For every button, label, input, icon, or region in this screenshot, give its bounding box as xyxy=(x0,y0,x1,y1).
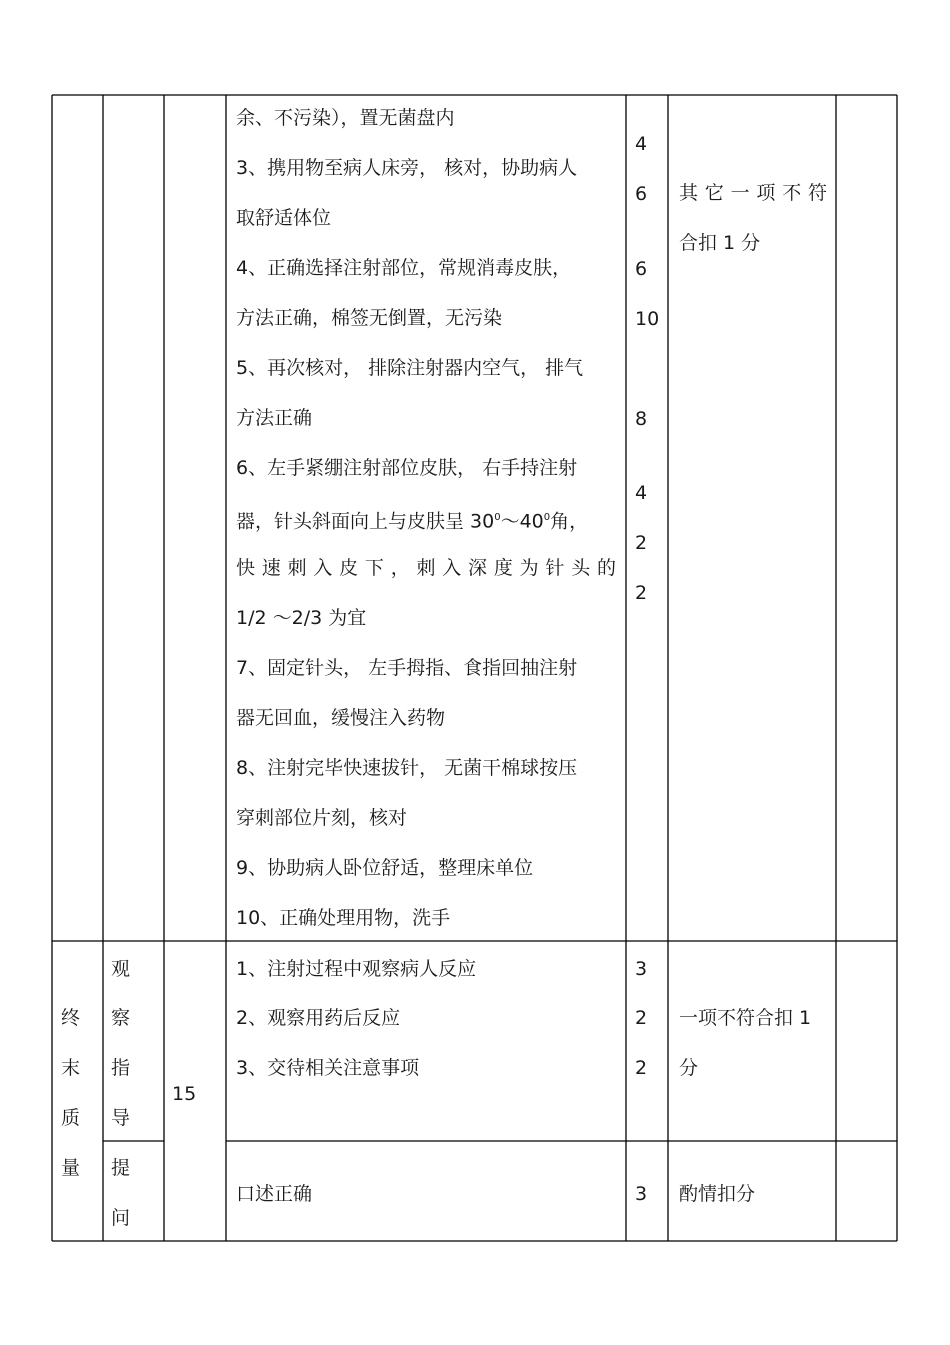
step-text: 器，针头斜面向上与皮肤呈 30 xyxy=(236,510,495,533)
step-line: 1/2 ～2/3 为宜 xyxy=(236,607,367,629)
step-line: 器无回血，缓慢注入药物 xyxy=(236,707,446,729)
step-line: 5、再次核对， 排除注射器内空气， 排气 xyxy=(236,357,584,379)
step-line: 9、协助病人卧位舒适，整理床单位 xyxy=(236,857,534,879)
score-value: 3 xyxy=(635,958,648,980)
degree-mark: 0 xyxy=(494,512,501,523)
category-char: 量 xyxy=(61,1157,81,1179)
subcategory-char: 察 xyxy=(111,1007,131,1029)
subcategory-char: 问 xyxy=(111,1207,131,1229)
deduction-rule: 合扣 1 分 xyxy=(679,232,761,254)
question-item: 口述正确 xyxy=(236,1183,313,1205)
category-char: 质 xyxy=(61,1107,81,1129)
step-line: 快速刺入皮下，刺入深度为针头的 xyxy=(236,557,616,579)
deduction-rule: 分 xyxy=(679,1057,699,1079)
step-line: 余、不污染），置无菌盘内 xyxy=(236,107,455,129)
section-total-points: 15 xyxy=(172,1083,197,1105)
score-value: 3 xyxy=(635,1183,648,1205)
deduction-rule: 其它一项不符 xyxy=(679,182,827,204)
deduction-rule: 一项不符合扣 1 xyxy=(679,1007,812,1029)
score-value: 2 xyxy=(635,582,648,604)
step-line: 穿刺部位片刻，核对 xyxy=(236,807,408,829)
step-line-angle xyxy=(236,507,588,532)
score-value: 2 xyxy=(635,1007,648,1029)
category-char: 末 xyxy=(61,1057,81,1079)
score-value: 6 xyxy=(635,183,648,205)
step-line: 4、正确选择注射部位，常规消毒皮肤， xyxy=(236,257,572,279)
observe-item: 1、注射过程中观察病人反应 xyxy=(236,958,477,980)
step-text: 角， xyxy=(550,510,589,533)
step-line: 3、携用物至病人床旁， 核对，协助病人 xyxy=(236,157,578,179)
score-value: 4 xyxy=(635,133,648,155)
step-line: 8、注射完毕快速拔针， 无菌干棉球按压 xyxy=(236,757,578,779)
step-line: 7、固定针头， 左手拇指、食指回抽注射 xyxy=(236,657,578,679)
subcategory-char: 导 xyxy=(111,1107,131,1129)
degree-mark: 0 xyxy=(543,512,551,523)
step-line: 10、正确处理用物，洗手 xyxy=(236,907,451,929)
score-value: 2 xyxy=(635,1057,648,1079)
score-value: 8 xyxy=(635,408,648,430)
subcategory-char: 指 xyxy=(111,1057,131,1079)
category-char: 终 xyxy=(61,1007,81,1029)
score-value: 6 xyxy=(635,258,648,280)
score-value: 10 xyxy=(635,308,660,330)
subcategory-char: 提 xyxy=(111,1157,131,1179)
step-line: 方法正确，棉签无倒置，无污染 xyxy=(236,307,503,329)
step-line: 方法正确 xyxy=(236,407,313,429)
deduction-rule: 酌情扣分 xyxy=(679,1183,756,1205)
step-text: ～40 xyxy=(500,510,544,533)
score-value: 2 xyxy=(635,532,648,554)
score-value: 4 xyxy=(635,482,648,504)
observe-item: 3、交待相关注意事项 xyxy=(236,1057,420,1079)
step-line: 取舒适体位 xyxy=(236,207,332,229)
step-line: 6、左手紧绷注射部位皮肤， 右手持注射 xyxy=(236,457,578,479)
observe-item: 2、观察用药后反应 xyxy=(236,1007,401,1029)
subcategory-char: 观 xyxy=(111,958,131,980)
